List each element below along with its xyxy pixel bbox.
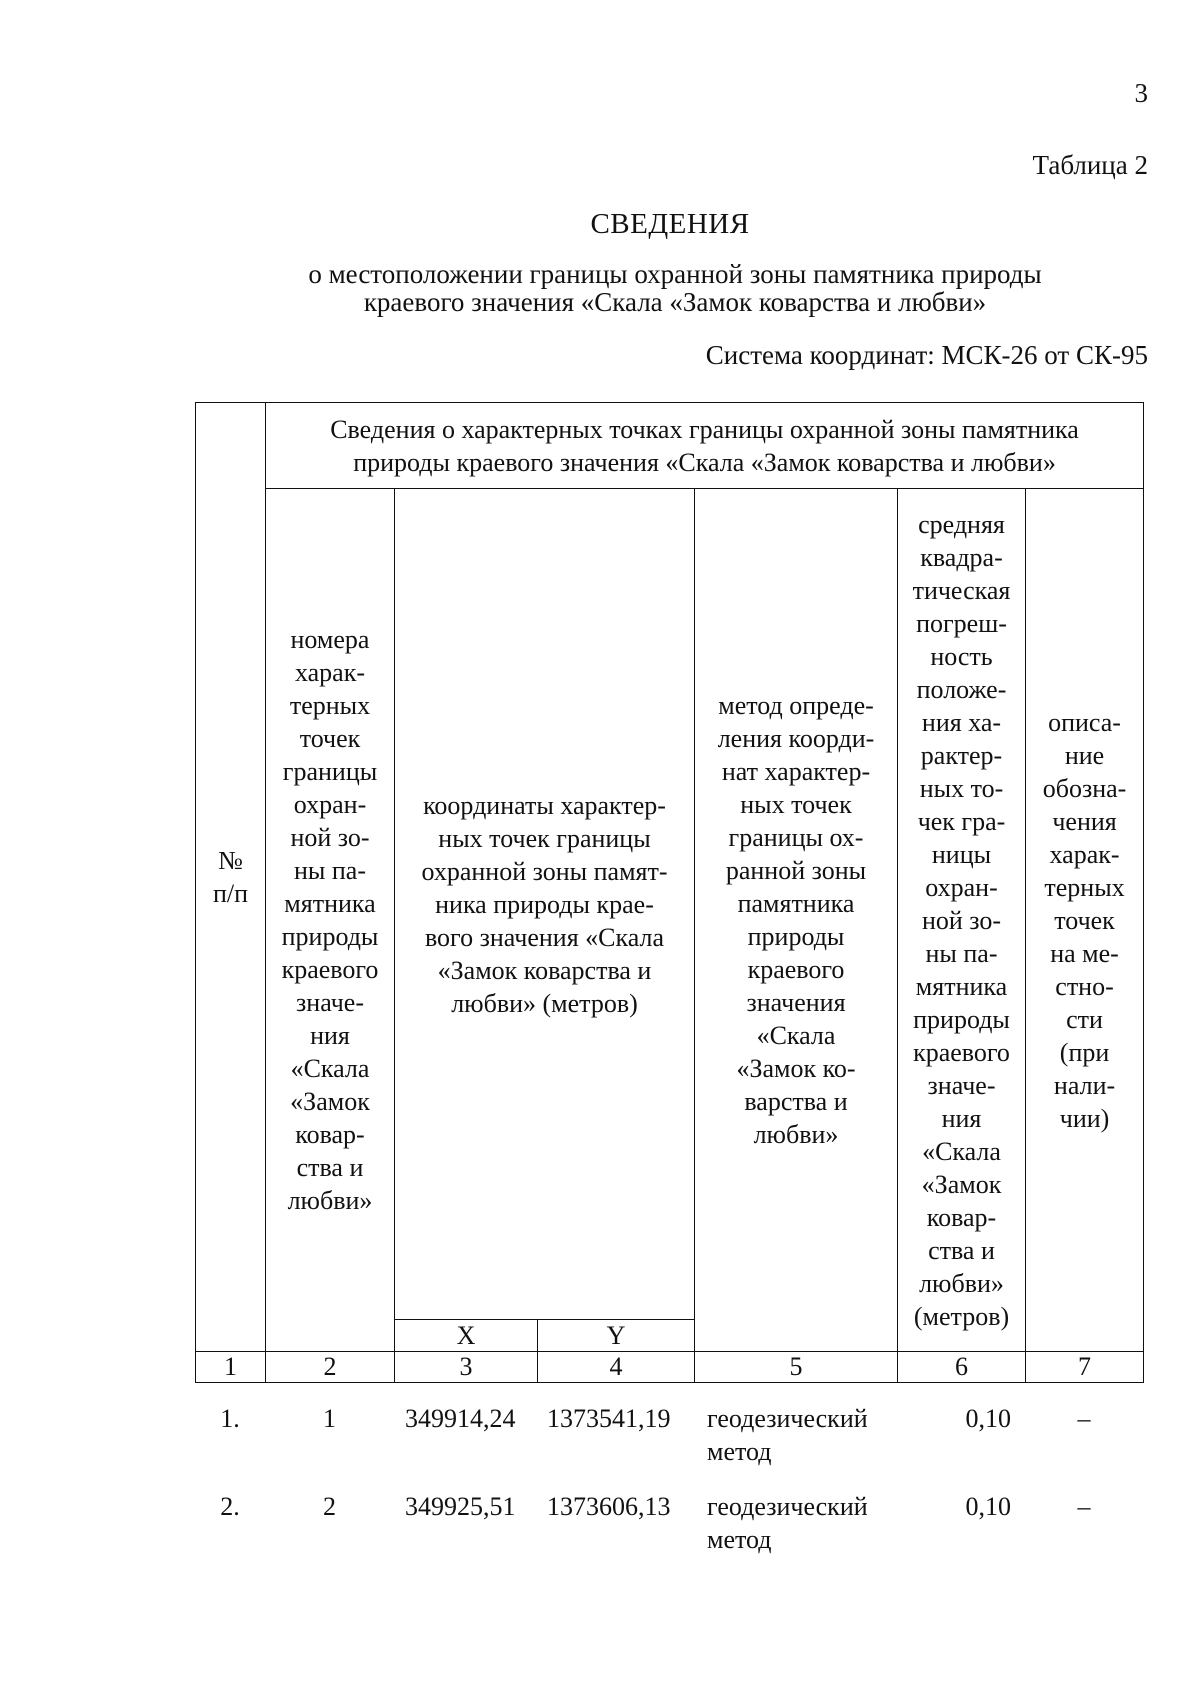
header-line: ны па- — [925, 938, 998, 968]
header-line: ность — [930, 641, 993, 671]
description: – — [1077, 1492, 1091, 1521]
y-coordinate: 1373541,19 — [547, 1404, 671, 1433]
column-number: 2 — [266, 1352, 395, 1383]
header-line: нали- — [1053, 1070, 1116, 1100]
header-line: ния ха- — [921, 707, 1002, 737]
header-line: харак- — [1049, 839, 1120, 869]
header-line: нат характер- — [721, 757, 871, 786]
header-line: «Замок коварства и — [437, 955, 652, 985]
header-line: ства и — [296, 1153, 364, 1182]
header-line: варства и — [744, 1087, 848, 1116]
column-number: 4 — [538, 1352, 695, 1383]
header-line: природы — [913, 1004, 1010, 1034]
header-line: памятника — [737, 889, 855, 918]
header-line: Сведения о характерных точках границы охранной зоны памятника — [330, 414, 1079, 444]
header-line: значе- — [296, 988, 364, 1017]
header-line: «Скала — [756, 1021, 836, 1050]
header-line: чек гра- — [917, 806, 1006, 836]
header-line: «Замок — [290, 1087, 370, 1116]
header-line: «Замок ко- — [736, 1054, 856, 1083]
header-line: ния — [310, 1021, 350, 1050]
col6-header — [898, 489, 1026, 1352]
header-line: харак- — [294, 658, 366, 687]
subtitle-line: краевого значения «Скала «Замок коварства и любви» — [363, 287, 987, 317]
header-line: ние — [1064, 740, 1105, 770]
x-coordinate: 349914,24 — [405, 1404, 516, 1433]
header-line: погреш- — [916, 608, 1007, 638]
column-number: 7 — [1026, 1352, 1144, 1383]
header-line: квадра- — [920, 542, 1003, 572]
x-coordinate: 349925,51 — [405, 1492, 516, 1521]
header-line: ных точек — [740, 790, 852, 819]
header-line: ной зо- — [921, 905, 1002, 935]
header-line: п/п — [212, 879, 249, 908]
header-line: на ме- — [1050, 938, 1119, 968]
error-value: 0,10 — [965, 1404, 1011, 1433]
header-line: точек — [1054, 905, 1115, 935]
method-line: геодезический — [707, 1492, 868, 1521]
point-number: 2 — [323, 1492, 336, 1521]
header-line: терных — [1044, 872, 1125, 902]
header-line: природы краевого значения «Скала «Замок коварства и любви» — [353, 447, 1056, 477]
span-header — [266, 403, 1144, 489]
column-number: 1 — [196, 1352, 266, 1383]
header-line: стно- — [1055, 971, 1114, 1001]
header-line: чения — [1052, 806, 1117, 836]
header-line: описа- — [1048, 707, 1121, 737]
description: – — [1077, 1404, 1091, 1433]
header-line: границы — [282, 757, 378, 786]
boundary-points-table — [195, 402, 1144, 1383]
header-line: ковар- — [295, 1120, 365, 1149]
method — [707, 1490, 907, 1556]
method — [707, 1402, 907, 1468]
point-number: 1 — [323, 1404, 336, 1433]
header-line: ковар- — [926, 1202, 997, 1232]
header-line: положе- — [916, 674, 1007, 704]
column-number: 5 — [695, 1352, 898, 1383]
header-line: рактер- — [920, 740, 1003, 770]
header-line: ления коорди- — [717, 724, 875, 753]
header-line: мятника — [284, 889, 376, 918]
x-header: X — [395, 1320, 538, 1352]
header-line: охран- — [925, 872, 998, 902]
header-line: охран- — [293, 790, 367, 819]
method-line: геодезический — [707, 1404, 868, 1433]
col1-header — [196, 403, 266, 1352]
header-line: «Скала — [922, 1136, 1001, 1166]
header-line: сти — [1066, 1004, 1103, 1034]
header-line: краевого — [747, 955, 845, 984]
row-number: 1. — [220, 1404, 240, 1433]
header-line: любви» — [753, 1120, 839, 1149]
header-line: ной зо- — [290, 823, 370, 852]
header-line: ранной зоны — [725, 856, 867, 885]
y-coordinate: 1373606,13 — [547, 1492, 671, 1521]
col5-header — [695, 489, 898, 1352]
header-line: границы ох- — [728, 823, 864, 852]
column-number: 6 — [898, 1352, 1026, 1383]
header-line: тическая — [912, 575, 1011, 605]
header-line: природы — [281, 922, 379, 951]
document-subtitle — [0, 260, 1200, 316]
coordinate-system: Система координат: МСК-26 от СК-95 — [705, 340, 1148, 370]
header-line: (при — [1059, 1037, 1110, 1067]
header-line: краевого — [281, 955, 379, 984]
header-line: охранной зоны памят- — [421, 856, 668, 886]
header-line: ника природы крае- — [435, 889, 654, 919]
y-header: Y — [538, 1320, 695, 1352]
error-value: 0,10 — [965, 1492, 1011, 1521]
header-line: точек — [299, 724, 361, 753]
header-line: природы — [747, 922, 845, 951]
table-label: Таблица 2 — [1032, 150, 1148, 180]
header-line: № — [218, 846, 243, 875]
header-line: любви» (метров) — [451, 988, 638, 1018]
header-line: ства и — [928, 1235, 995, 1265]
col34-header — [395, 489, 695, 1320]
header-line: обозна- — [1042, 773, 1127, 803]
subtitle-line: о местоположении границы охранной зоны памятника природы — [308, 259, 1042, 289]
header-line: «Скала — [290, 1054, 370, 1083]
column-number: 3 — [395, 1352, 538, 1383]
header-line: ных точек границы — [438, 823, 651, 853]
col7-header — [1026, 489, 1144, 1352]
col2-header — [266, 489, 395, 1352]
header-line: координаты характер- — [423, 790, 666, 820]
method-line: метод — [707, 1525, 772, 1554]
page-number: 3 — [1134, 78, 1148, 108]
header-line: любви» — [919, 1268, 1004, 1298]
header-line: средняя — [918, 509, 1005, 539]
header-line: метод опреде- — [718, 691, 874, 720]
header-line: мятника — [915, 971, 1008, 1001]
method-line: метод — [707, 1437, 772, 1466]
header-line: ницы — [931, 839, 992, 869]
document-title: СВЕДЕНИЯ — [590, 208, 750, 240]
header-line: краевого — [913, 1037, 1010, 1067]
header-line: любви» — [287, 1186, 373, 1215]
row-number: 2. — [220, 1492, 240, 1521]
header-line: терных — [289, 691, 371, 720]
header-line: (метров) — [913, 1301, 1010, 1331]
header-line: ны па- — [294, 856, 366, 885]
header-line: «Замок — [921, 1169, 1002, 1199]
header-line: вого значения «Скала — [424, 922, 665, 952]
header-line: номера — [290, 625, 370, 654]
header-line: ния — [941, 1103, 982, 1133]
header-line: чии) — [1059, 1103, 1110, 1133]
header-line: ных то- — [919, 773, 1004, 803]
header-line: значе- — [927, 1070, 996, 1100]
header-line: значения — [746, 988, 846, 1017]
